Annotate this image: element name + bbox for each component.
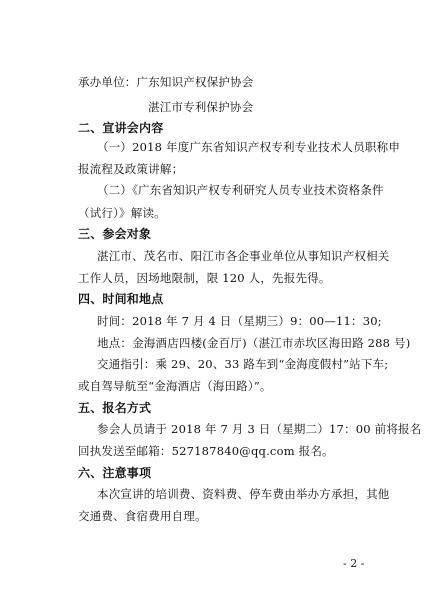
section-5-heading: 五、报名方式: [78, 401, 152, 415]
section-4-time: 时间：2018 年 7 月 4 日（星期三）9：00—11：30;: [97, 314, 382, 328]
section-2-item-1-line-1: （一）2018 年度广东省知识产权专利专业技术人员职称申: [97, 140, 401, 154]
section-3-line-1: 湛江市、茂名市、阳江市各企事业单位从事知识产权相关: [97, 249, 390, 263]
section-2-item-1-line-2: 报流程及政策讲解；: [78, 162, 184, 176]
section-3-line-2: 工作人员，因场地限制，限 120 人，先报先得。: [78, 271, 331, 285]
section-4-traffic-line-2: 或自驾导航至“金海酒店（海田路）”。: [78, 379, 272, 393]
organizer-name-1: 广东知识产权保护协会: [136, 75, 254, 89]
section-2-item-2-line-2: （试行）》解读。: [78, 206, 166, 220]
section-2-heading: 二、宣讲会内容: [78, 121, 164, 135]
section-4-location: 地点：金海酒店四楼(金百厅)（湛江市赤坎区海田路 288 号): [97, 336, 411, 350]
section-6-line-2: 交通费、食宿费用自理。: [78, 509, 207, 523]
organizer-line: [78, 74, 254, 90]
section-3-heading: 三、参会对象: [78, 227, 152, 241]
section-4-heading: 四、时间和地点: [78, 292, 164, 306]
section-4-traffic-line-1: 交通指引：乘 29、20、33 路车到“金海度假村”站下车;: [97, 357, 389, 371]
organizer-label: 承办单位：: [78, 75, 137, 89]
section-5-line-1: 参会人员请于 2018 年 7 月 3 日（星期二）17：00 前将报名: [97, 422, 422, 436]
page-number: - 2 -: [343, 557, 365, 570]
organizer-name-2: 湛江市专利保护协会: [148, 100, 254, 114]
section-6-heading: 六、注意事项: [78, 466, 152, 480]
section-2-item-2-line-1: （二）《广东省知识产权专利研究人员专业技术资格条件: [97, 183, 384, 197]
section-6-line-1: 本次宣讲的培训费、资料费、停车费由举办方承担，其他: [97, 487, 390, 501]
section-5-line-2: 回执发送至邮箱：527187840@qq.com 报名。: [78, 444, 334, 458]
